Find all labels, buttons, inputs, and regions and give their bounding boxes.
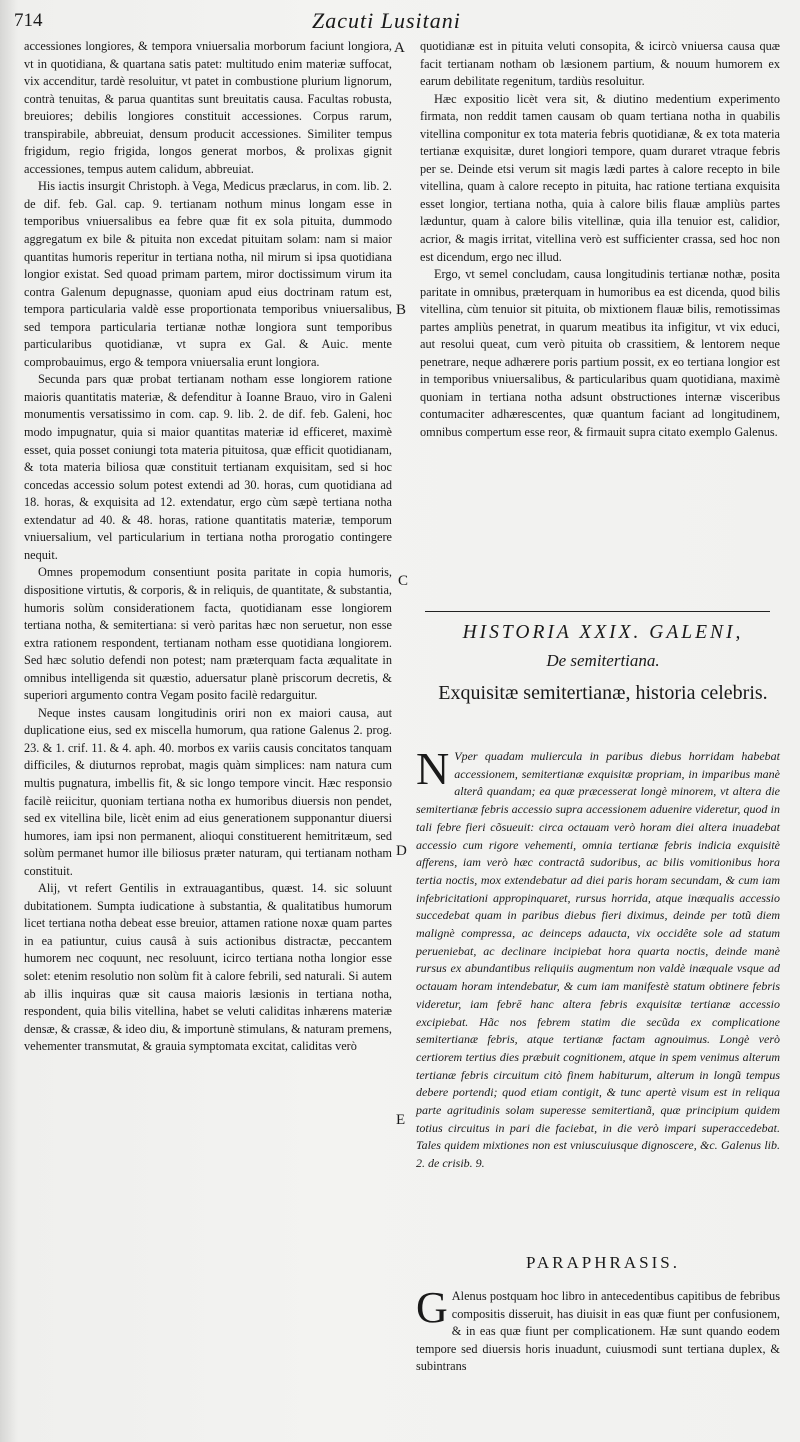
- page-header: [0, 8, 800, 36]
- paraphrasis-title: PARAPHRASIS.: [526, 1253, 680, 1272]
- historia-heading: Exquisitæ semitertianæ, historia celebris.: [438, 682, 768, 704]
- historia-text-block: [416, 743, 780, 1173]
- margin-letter-a: A: [394, 40, 405, 56]
- right-paragraph: Hæc expositio licèt vera sit, & diutino medentium experimento firmata, non reddit tamen causam ob quam tertiana notha in quabilis vitellina componitur ex tota materia febris quotidianæ, & ex tota materia tertianæ exquisitæ, duret longiori tempore, quam duraret vtraque febris per se. Deinde etsi verum sit magis lædi partes à calore recepto in bile vitellina, quam à calore recepto in pituita, hac ratione tertiana exquisita esset longior, tertiana notha, quia à calore bilis flauæ ampliùs partes læduntur, quam à calore bilis vitellinæ, quia illa tenuior est, calidior, acrior, & magis irritat, vitellina verò est sufficienter crassa, sed hoc non est dicendum, ergo nec illud.: [420, 91, 780, 264]
- historia-text: Vper quadam muliercula in paribus diebus horridam habebat accessionem, semitertianæ exquisitæ propriam, in imparibus manè alterâ quandam; ea quæ præcesserat longè minorem, vt altera die semitertianæ febris accessio supra accessionem aduenire videretur, quod in tali febre fieri cõsueuit: circa octauam verò horam diei altera inuadebat accessio cum rigore vehementi, omnia tertianæ febris indicia exquisitè afferens, iam verò hæc contractâ sudoribus, ac bilis vomitionibus hora tertia noctis, mox extendebatur ad diei paris horam secundam, & cum iam infebricitationi appropinquaret, rursus horrida, atque inæqualis accessio succedebat quam in paribus diebus fieri diximus, deinde per totũ diem malignè compressa, ac deinceps adaucta, vix occidête sole ad statum perueniebat, ac declinare incipiebat hora quarta noctis, deinde manè rursus ex abundantibus reliquiis augmentum non valdè inæquale vsque ad octauam horam intendebatur, & cum iam manifestè statum obtinere febris videretur, iam febrē hanc altera febris exquisitæ tertianæ accessio excipiebat. Hãc nos febrem statim die secũda ex complicatione semitertianæ febris, atque tertianæ factam agnouimus. Longè verò certiorem tertius dies præbuit cognitionem, atque in spem venimus alterum tertianæ febris circuitum citò finem habiturum, alterum in longũ tempus debere portendi; quod etiam contigit, & tunc apertè visum est in reliqua parte agritudinis solam superesse semitertianã, quæ principium quidem totius circuitus in pari die faciebat, in die verò impari superaccedebat. Tales quidem mixtiones non est vniuscuiusque dignoscere, &c. Galenus lib. 2. de crisib. 9.: [416, 749, 780, 1171]
- left-text-column: [24, 38, 392, 1434]
- left-paragraph: Neque instes causam longitudinis oriri non ex maiori causa, aut duplicatione eius, sed ex miscella humorum, qua ratione Galenus 2. prog. 23. & 1. crif. 11. & 4. aph. 40. morbos ex variis causis concitatos tanquam difficiles, & diuturnos reprobat, magis quàm simplices: nam natura cum multis pugnatura, imbellis fit, & sic longo tempore vincit. Hæc responsio facilè reiicitur, quoniam tertiana notha ex humoribus diuersis non pendet, sed ex vitellina bile, licèt enim ad eius generationem supponantur diuersi humores, iam ipsi non permanent, alioqui constituerent hemitritæum, sed solùm permanet humor ille biliosus præter naturam, qui tertianam notham constituit.: [24, 705, 392, 878]
- left-paragraph: His iactis insurgit Christoph. à Vega, Medicus præclarus, in com. lib. 2. de dif. feb. Gal. cap. 9. tertianam nothum minus longam esse in temporibus vniuersalibus ea febre quæ fit ex sola pituita, dummodo aggregatum ex bile & pituita non excedat pituitam solam: nam si maior quantitas humoris reperitur in tertiana notha, nil mirum si ipsa quotidiana longior existat. Sed quoad primam partem, miror doctissimum virum ita contra Galenum depugnasse, quoniam apud eius doctrinam ratum est, tempora particularia valdè esse proportionata temporibus vniuersalibus, sed tempora particularia tertianæ nothæ longiora sunt temporibus particularibus quotidianæ, vt supra ex Gal. & Auic. mente comprobauimus, ergo & tempora vniuersalia erunt longiora.: [24, 179, 392, 369]
- paraphrasis-paragraph: [416, 1283, 780, 1376]
- margin-letter-d: D: [396, 843, 407, 859]
- left-paragraph: accessiones longiores, & tempora vniuersalia morborum faciunt longiora, vt in quotidiana, & quartana satis patet: multitudo enim materiæ suffocat, vix accenditur, tardè resoluitur, vt patet in combustione plurium lignorum, contrà tenuitas, & parua quantitas sunt breuitatis causa. Facultas robusta, breuiores; debilis longiores constituit accessiones. Corpus rarum, transpirabile, abbreuiat, densum producit accessiones. Similiter tempus frigidum, regio frigida, longos generat morbos, & prolixas gignit accessiones, tempus autem calidum, abbreuiat.: [24, 39, 392, 176]
- left-paragraph: Alij, vt refert Gentilis in extrauagantibus, quæst. 14. sic soluunt dubitationem. Sumpta iudicatione à substantia, & qualitatibus humorum licet tertiana notha debeat esse breuior, attamen ratione noxæ quam partes in ea patiuntur, cuius causâ à suis actionibus distractæ, peccantem humorem nec coquunt, nec resoluunt, icirco tertiana notha longior esse solet: etenim resolutio non solùm fit à calore febrili, sed naturali. Si autem ab illis inquiras quæ sit causa maioris læsionis in tertiana notha, respondent, quia bilis vitellina, habet se veluti caliditas inhærens materiæ densæ, & crassæ, & ideo diu, & importunè stimulans, & naturam premens, vehementer transmutat, & grauia symptomata excitat, caliditas verò: [24, 881, 392, 1054]
- margin-letter-c: C: [398, 573, 409, 589]
- left-paragraph: Omnes propemodum consentiunt posita paritate in copia humoris, dispositione virtutis, & corporis, & in reliquis, de quantitate, & substantia, humoris solùm considerationem facta, quotidianam esse longiorem tertiana notha, & semitertiana: si verò paritas hæc non seruetur, non esse extra rationem respondent, tertianam notham esse quotidiana longiorem. Sed hæc solutio defendi non potest; nam præterquam facta æqualitate in omnibus intelligenda sit quæstio, aduersatur planè priscorum decretis, & superiori argumento contra Vegam posito facilè redarguitur.: [24, 565, 392, 703]
- right-paragraph: Ergo, vt semel concludam, causa longitudinis tertianæ nothæ, posita paritate in omnibus, præterquam in humoribus ea est dicenda, quod bilis vitellina, cùm tenuior sit pituita, ob mixtionem flauæ bilis, remotissimas partes ampliùs penetrat, in quarum meatibus ita infigitur, vt vix educi, aut resolui queat, cum verò pituita ob crassitiem, & lentorem neque penetrare, neque adhærere poris partium possit, ex eo tertiana longior est in temporibus vniuersalibus, & particularibus quam quotidiana, maximè quoniam in tertiana notha adsunt obstructiones internæ visceribus contumaciter adhærescentes, quæ quantum faciant ad longitudinem, omnibus compertum esse reor, & firmauit supra citato exemplo Galenus.: [420, 267, 780, 440]
- drop-initial: G: [416, 1283, 448, 1332]
- paraphrasis-text: Alenus postquam hoc libro in antecedentibus capitibus de febribus compositis disseruit, has diuisit in eas quæ fiunt per confusionem, & in eas quæ fiunt per complicationem. Hæ sunt quando eodem tempore sed diuersis horis inuadunt, cuiusmodi sunt tertiana duplex, & subintrans: [416, 1289, 780, 1374]
- right-paragraph: quotidianæ est in pituita veluti consopita, & icircò vniuersa causa quæ facit tertianam notham ob læsionem partium, & nouum humorem ex earum debilitate regenitum, tardiùs resoluitur.: [420, 39, 780, 89]
- right-text-column: [420, 38, 780, 608]
- paraphrasis-text-block: [416, 1283, 780, 1376]
- left-paragraph: Secunda pars quæ probat tertianam notham esse longiorem ratione maioris quantitatis materiæ, & defenditur à Ioanne Brauo, viro in Galeni monumentis versatissimo in com. cap. 9. lib. 2. de dif. feb. Galeni, hoc modo impugnatur, quia si maior quantitas materiæ id efficeret, maximè esset, quia posset coniungi tota materia pituitosa, quæ efficit quotidianam, & tota materia biliosa quæ constituit tertianam exquisitam, sed si hoc concedas accessio solum potest extendi ad 30. horas, cum quotidiana ad 18. horas, & exquisita ad 12. extendatur, ergo cùm sæpè tertiana notha extendatur ad 40. & 48. horas, ratione quantitatis materiæ, temporum vniuersalium, vel particularium in tertiana notha prorogatio contingere nequit.: [24, 372, 392, 562]
- running-title: Zacuti Lusitani: [312, 8, 461, 33]
- margin-letter-b: B: [396, 302, 407, 318]
- historia-paragraph: [416, 743, 780, 1173]
- page-number: 714: [14, 10, 43, 31]
- section-rule: [425, 611, 770, 612]
- historia-title: HISTORIA XXIX. GALENI,: [462, 622, 744, 643]
- historia-subtitle: De semitertiana.: [546, 651, 660, 670]
- margin-letter-e: E: [396, 1112, 406, 1128]
- drop-initial: N: [416, 743, 450, 794]
